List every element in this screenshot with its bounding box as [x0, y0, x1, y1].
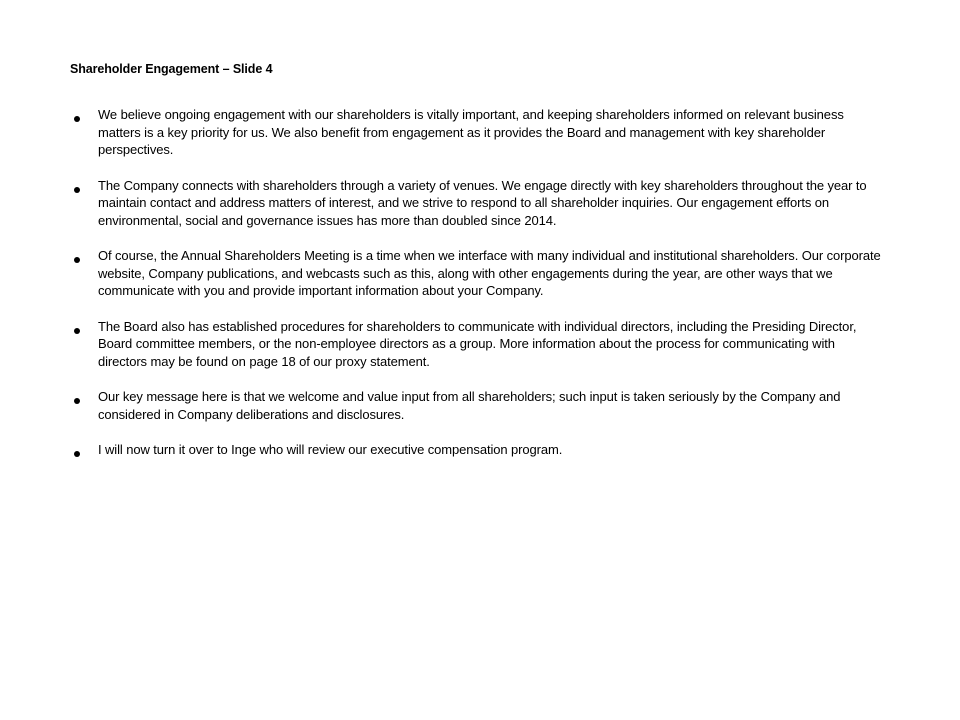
- bullet-text: Of course, the Annual Shareholders Meeting is a time when we interface with many individual and institutional shareholders. Our corporate website, Company publications, and webcasts such as this, along with other engagements during the year, are other ways that we communicate with you and provide important information about your Company.: [98, 248, 881, 298]
- bullet-icon: [74, 451, 80, 457]
- list-item: [74, 441, 886, 459]
- bullet-icon: [74, 257, 80, 263]
- list-item: [74, 318, 886, 371]
- bullet-icon: [74, 116, 80, 122]
- page-title: Shareholder Engagement – Slide 4: [70, 62, 273, 76]
- list-item: [74, 177, 886, 230]
- bullet-text: I will now turn it over to Inge who will review our executive compensation program.: [98, 442, 563, 457]
- list-item: [74, 106, 886, 159]
- bullet-icon: [74, 398, 80, 404]
- bullet-text: The Board also has established procedures for shareholders to communicate with individual directors, including the Presiding Director, Board committee members, or the non-employee directors as a group. More information about the process for communicating with directors may be found on page 18 of our proxy statement.: [98, 318, 857, 369]
- list-item: [74, 388, 886, 423]
- bullet-text: The Company connects with shareholders through a variety of venues. We engage directly with key shareholders throughout the year to maintain contact and address matters of interest, and we strive to respond to all shareholder inquiries. Our engagement efforts on environmental, social and governance issues has more than doubled since 2014.: [98, 177, 867, 228]
- bullet-icon: [74, 328, 80, 334]
- bullet-icon: [74, 187, 80, 193]
- list-item: [74, 247, 886, 300]
- bullet-text: Our key message here is that we welcome and value input from all shareholders; such input is taken seriously by the Company and considered in Company deliberations and disclosures.: [98, 389, 841, 422]
- bullet-list: [74, 106, 886, 477]
- bullet-text: We believe ongoing engagement with our shareholders is vitally important, and keeping shareholders informed on relevant business matters is a key priority for us. We also benefit from engagement as it provides the Board and management with key shareholder perspectives.: [98, 107, 844, 157]
